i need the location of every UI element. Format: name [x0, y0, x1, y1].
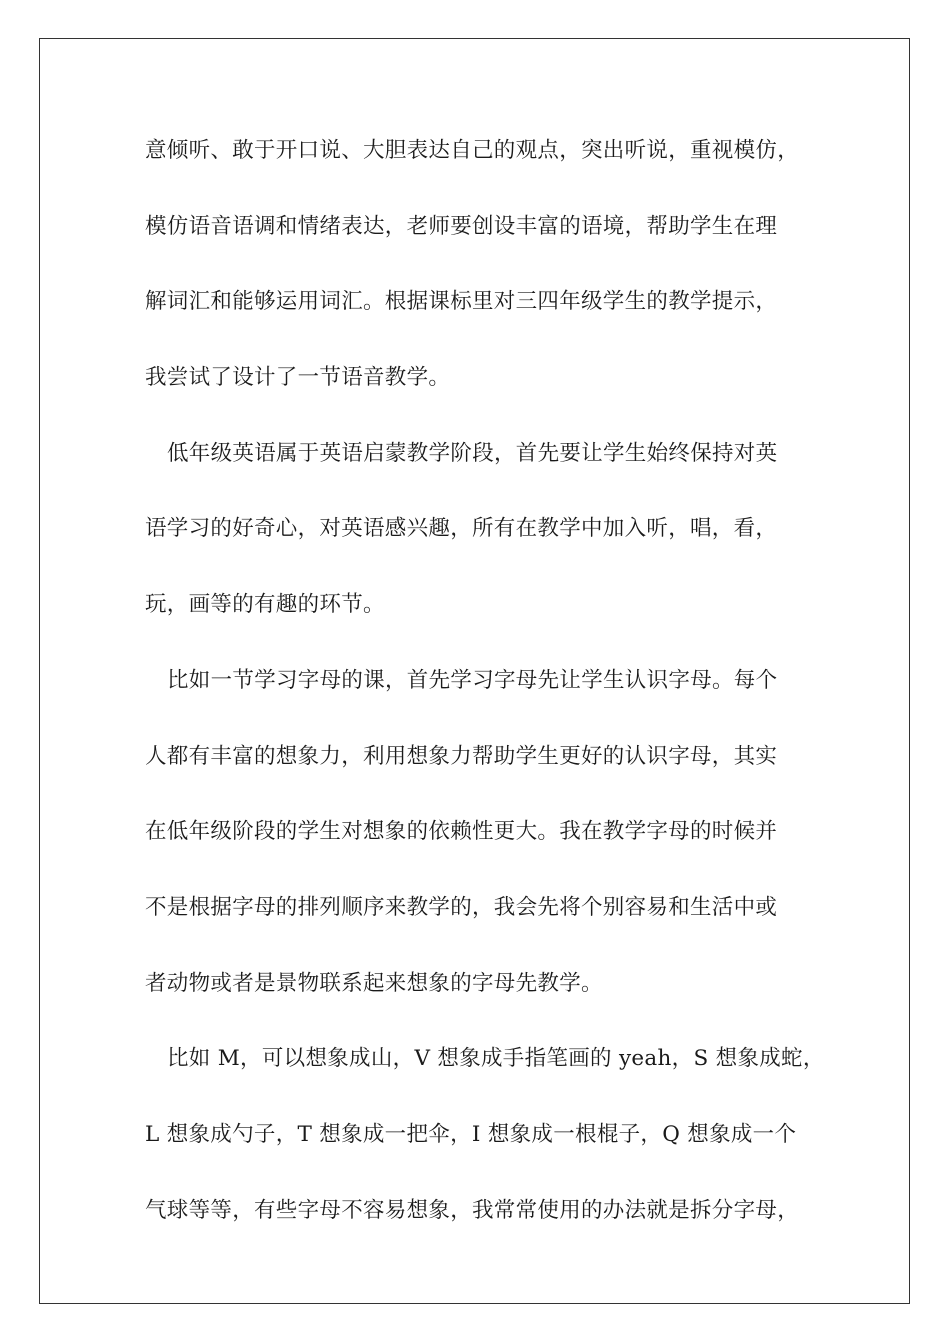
text-line: 者动物或者是景物联系起来想象的字母先教学。 — [145, 970, 603, 996]
text-line: 在低年级阶段的学生对想象的依赖性更大。我在教学字母的时候并 — [145, 819, 778, 845]
text-line: 不是根据字母的排列顺序来教学的，我会先将个别容易和生活中或 — [145, 894, 778, 920]
text-line: 意倾听、敢于开口说、大胆表达自己的观点，突出听说，重视模仿， — [145, 138, 800, 163]
paragraph-start-line: 低年级英语属于英语启蒙教学阶段，首先要让学生始终保持对英 — [167, 440, 778, 466]
text-line: 解词汇和能够运用词汇。根据课标里对三四年级学生的教学提示， — [145, 289, 778, 315]
paragraph-start-line: 比如 M，可以想象成山，V 想象成手指笔画的 yeah，S 想象成蛇， — [167, 1046, 825, 1072]
text-line: 气球等等，有些字母不容易想象，我常常使用的办法就是拆分字母， — [145, 1197, 800, 1223]
paragraph-start-line: 比如一节学习字母的课，首先学习字母先让学生认识字母。每个 — [167, 667, 778, 693]
document-body — [145, 131, 825, 1266]
text-line: 人都有丰富的想象力，利用想象力帮助学生更好的认识字母，其实 — [145, 743, 778, 769]
text-line: 模仿语音语调和情绪表达，老师要创设丰富的语境，帮助学生在理 — [145, 213, 778, 239]
text-line: 我尝试了设计了一节语音教学。 — [145, 365, 451, 391]
text-line: 语学习的好奇心，对英语感兴趣，所有在教学中加入听，唱，看， — [145, 516, 778, 542]
text-line: 玩，画等的有趣的环节。 — [145, 592, 385, 618]
text-line: L 想象成勺子，T 想象成一把伞，I 想象成一根棍子，Q 想象成一个 — [145, 1121, 797, 1147]
